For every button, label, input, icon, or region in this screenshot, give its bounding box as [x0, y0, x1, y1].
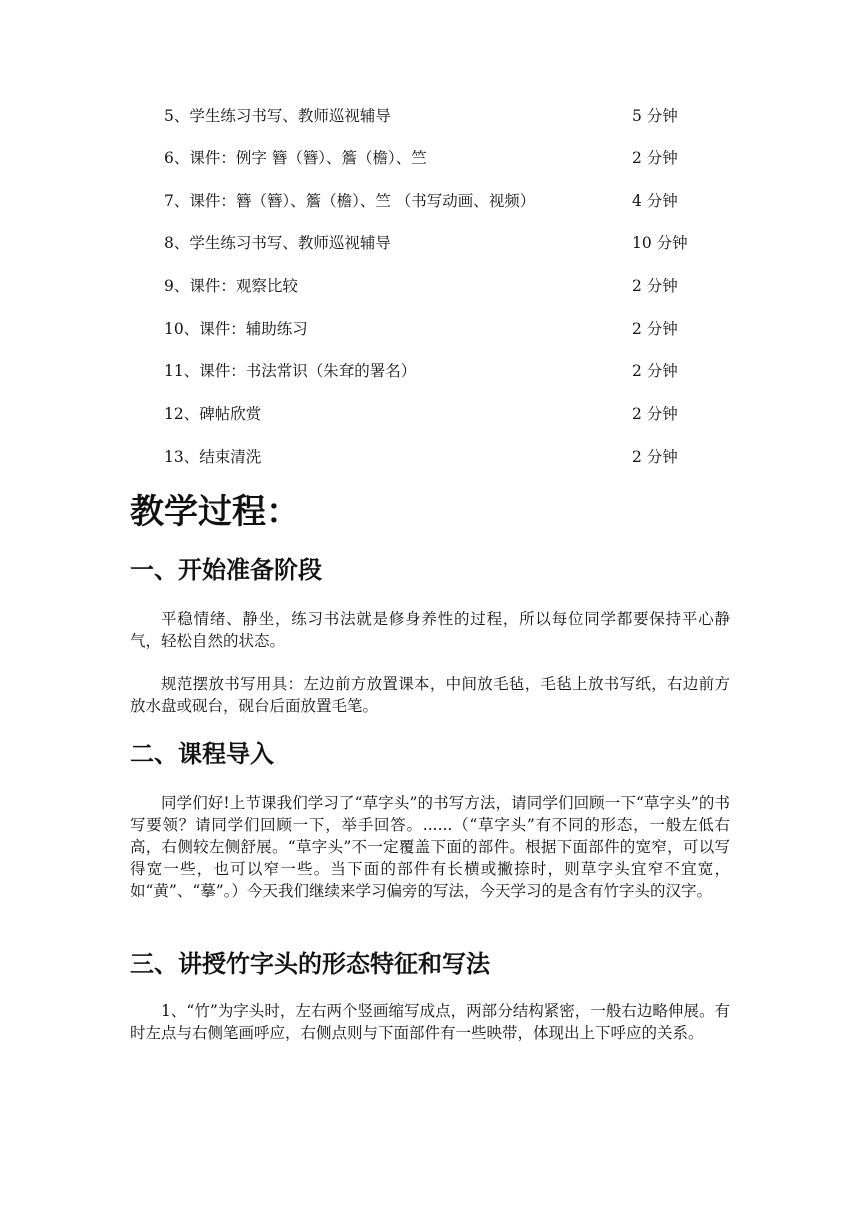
schedule-duration: 2 分钟 — [632, 362, 678, 380]
schedule-row — [0, 104, 860, 128]
schedule-item: 8、学生练习书写、教师巡视辅导 — [164, 234, 391, 252]
schedule-row — [0, 317, 860, 341]
schedule-row — [0, 189, 860, 213]
main-title: 教学过程： — [130, 492, 300, 532]
schedule-item: 5、学生练习书写、教师巡视辅导 — [164, 107, 391, 125]
schedule-duration: 2 分钟 — [632, 320, 678, 338]
section-heading: 一、开始准备阶段 — [130, 556, 322, 584]
schedule-item: 10、课件：辅助练习 — [164, 320, 308, 338]
schedule-row — [0, 359, 860, 383]
schedule-duration: 2 分钟 — [632, 448, 678, 466]
schedule-duration: 2 分钟 — [632, 277, 678, 295]
schedule-row — [0, 445, 860, 469]
section-heading: 三、讲授竹字头的形态特征和写法 — [130, 950, 490, 978]
schedule-duration: 5 分钟 — [632, 107, 678, 125]
paragraph: 1、“竹”为字头时，左右两个竖画缩写成点，两部分结构紧密，一般右边略伸展。有时左点与右侧笔画呼应，右侧点则与下面部件有一些映带，体现出上下呼应的关系。 — [130, 1002, 730, 1042]
schedule-item: 12、碑帖欣赏 — [164, 405, 262, 423]
schedule-item: 11、课件：书法常识（朱耷的署名） — [164, 362, 417, 380]
paragraph: 同学们好!上节课我们学习了“草字头”的书写方法，请同学们回顾一下“草字头”的书写要领？请同学们回顾一下，举手回答。......（“草字头”有不同的形态，一般左低右高，右侧较左侧舒展。“草字头”不一定覆盖下面的部件。根据下面部件的宽窄，可以写得宽一些，也可以窄一些。当下面的部件有长横或撇捺时，则草字头宜窄不宜宽，如“黄”、“摹”。）今天我们继续来学习偏旁的写法，今天学习的是含有竹字头的汉字。 — [130, 794, 730, 900]
schedule-duration: 10 分钟 — [632, 234, 688, 252]
schedule-item: 7、课件：簪（簪）、簷（檐）、竺 （书写动画、视频） — [164, 192, 536, 210]
schedule-item: 6、课件：例字 簪（簪）、簷（檐）、竺 — [164, 149, 427, 167]
schedule-duration: 4 分钟 — [632, 192, 678, 210]
schedule-duration: 2 分钟 — [632, 149, 678, 167]
paragraph: 规范摆放书写用具：左边前方放置课本，中间放毛毡，毛毡上放书写纸，右边前方放水盘或砚台，砚台后面放置毛笔。 — [130, 675, 730, 715]
schedule-item: 9、课件：观察比较 — [164, 277, 298, 295]
schedule-duration: 2 分钟 — [632, 405, 678, 423]
section-heading: 二、课程导入 — [130, 740, 274, 768]
schedule-row — [0, 146, 860, 170]
schedule-item: 13、结束清洗 — [164, 448, 262, 466]
schedule-row — [0, 402, 860, 426]
schedule-row — [0, 274, 860, 298]
schedule-row — [0, 231, 860, 255]
paragraph: 平稳情绪、静坐，练习书法就是修身养性的过程，所以每位同学都要保持平心静气，轻松自然的状态。 — [130, 610, 730, 650]
